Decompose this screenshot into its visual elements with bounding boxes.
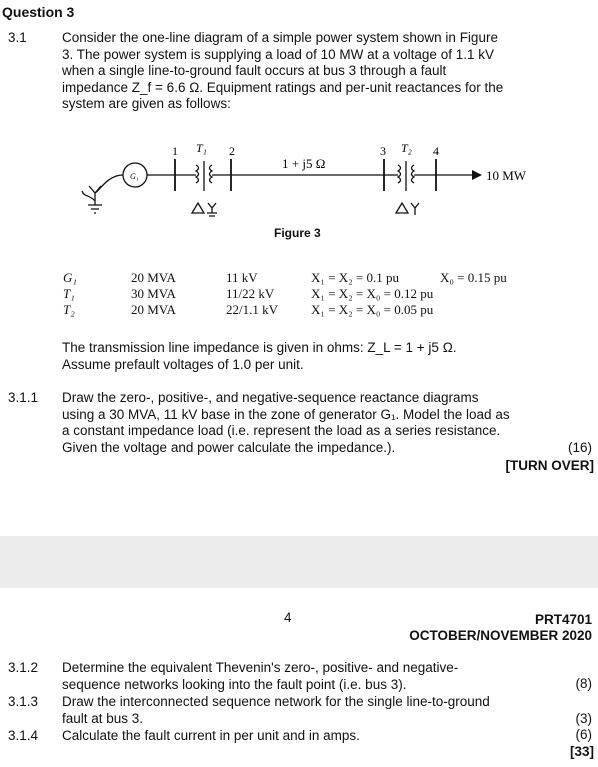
- table-row: [63, 286, 583, 302]
- equipment-name: G₁: [63, 270, 77, 285]
- t2-delta-symbol: [396, 203, 408, 213]
- subquestion-text: [62, 694, 552, 727]
- equipment-kv: 11/22 kV: [226, 286, 275, 301]
- generator-label: G₁: [130, 172, 139, 181]
- line-impedance-note: [62, 340, 582, 373]
- line-impedance-label: 1 + j5 Ω: [282, 156, 326, 171]
- subquestion-line: fault at bus 3.: [62, 710, 144, 726]
- table-row: [63, 302, 583, 318]
- subquestion-line: Draw the zero-, positive-, and negative-sequence reactance diagrams: [62, 390, 479, 405]
- question-text: [62, 30, 582, 113]
- equipment-zero-reactance: X₀ = 0.15 pu: [440, 270, 507, 285]
- subquestion-line: a constant impedance load (i.e. represent the load as a series resistance.: [62, 423, 501, 438]
- load-label: 10 MW: [486, 168, 527, 183]
- equipment-reactance: X₁ = X₂ = X₀ = 0.12 pu: [311, 286, 434, 301]
- subquestion-line: Draw the interconnected sequence network for the single line-to-ground: [62, 694, 490, 709]
- table-row: [63, 270, 583, 286]
- bus-2-label: 2: [229, 144, 235, 158]
- subquestion-line: sequence networks looking into the fault point (i.e. bus 3).: [62, 676, 407, 692]
- ratings-table: [63, 270, 583, 318]
- page-break: [0, 536, 598, 588]
- subquestion-line: using a 30 MVA, 11 kV base in the zone of generator G₁. Model the load as: [62, 406, 510, 422]
- question-number: 3.1: [8, 30, 27, 45]
- subquestion-text: [62, 390, 582, 456]
- marks: (8): [575, 676, 592, 691]
- subquestion-line: Determine the equivalent Thevenin's zero-, positive- and negative-: [62, 660, 459, 675]
- equipment-name: T₂: [63, 302, 75, 317]
- figure-caption: Figure 3: [274, 226, 321, 240]
- subquestion-number: 3.1.3: [8, 694, 39, 709]
- note-line: The transmission line impedance is given in ohms: Z_L = 1 + j5 Ω.: [62, 340, 457, 355]
- page-number: 4: [284, 610, 292, 625]
- subquestion-number: 3.1.1: [8, 390, 39, 405]
- t2-wye-symbol: [411, 203, 419, 215]
- subquestion-number: 3.1.4: [8, 728, 39, 743]
- ground-symbol: [88, 205, 102, 213]
- question-line: Consider the one-line diagram of a simple power system shown in Figure: [62, 30, 498, 45]
- t2-secondary-coil: [412, 165, 415, 183]
- equipment-mva: 20 MVA: [131, 302, 176, 317]
- equipment-name: T₁: [63, 286, 75, 301]
- course-code: PRT4701: [534, 612, 592, 627]
- question-heading: Question 3: [2, 4, 75, 20]
- t1-wye-ground-symbol: [207, 203, 217, 216]
- note-line: Assume prefault voltages of 1.0 per unit.: [62, 356, 304, 372]
- t2-primary-coil: [398, 165, 401, 183]
- equipment-reactance: X₁ = X₂ = X₀ = 0.05 pu: [311, 302, 434, 317]
- marks: (3): [575, 711, 592, 726]
- bus-1-label: 1: [172, 144, 178, 158]
- t1-secondary-coil: [210, 165, 213, 183]
- marks: (6): [575, 727, 592, 742]
- subquestion-text: [62, 660, 552, 693]
- subquestion-line: Calculate the fault current in per unit and in amps.: [62, 728, 360, 743]
- equipment-kv: 11 kV: [226, 270, 258, 285]
- question-line: impedance Z_f = 6.6 Ω. Equipment ratings and per-unit reactances for the: [62, 79, 504, 95]
- equipment-mva: 20 MVA: [131, 270, 176, 285]
- question-line: when a single line-to-ground fault occurs at bus 3 through a fault: [62, 63, 447, 78]
- total-marks: [33]: [569, 744, 594, 759]
- bus-4-label: 4: [433, 144, 439, 158]
- equipment-mva: 30 MVA: [131, 286, 176, 301]
- equipment-reactance: X₁ = X₂ = 0.1 pu: [311, 270, 400, 285]
- exam-period: OCTOBER/NOVEMBER 2020: [409, 628, 592, 643]
- t1-label: T₁: [196, 141, 207, 155]
- marks: (16): [567, 440, 592, 455]
- t1-primary-coil: [196, 165, 199, 183]
- load-arrow-icon: [472, 170, 482, 180]
- subquestion-number: 3.1.2: [8, 660, 39, 675]
- equipment-kv: 22/1.1 kV: [226, 302, 278, 317]
- subquestion-line: Given the voltage and power calculate the impedance.).: [62, 439, 396, 455]
- subquestion-text: [62, 728, 552, 745]
- t1-delta-symbol: [192, 203, 204, 213]
- t2-label: T₂: [401, 141, 412, 155]
- bus-3-label: 3: [380, 144, 386, 158]
- question-line: 3. The power system is supplying a load of 10 MW at a voltage of 1.1 kV: [62, 46, 494, 62]
- turn-over-note: [TURN OVER]: [505, 458, 594, 473]
- question-line: system are given as follows:: [62, 96, 231, 111]
